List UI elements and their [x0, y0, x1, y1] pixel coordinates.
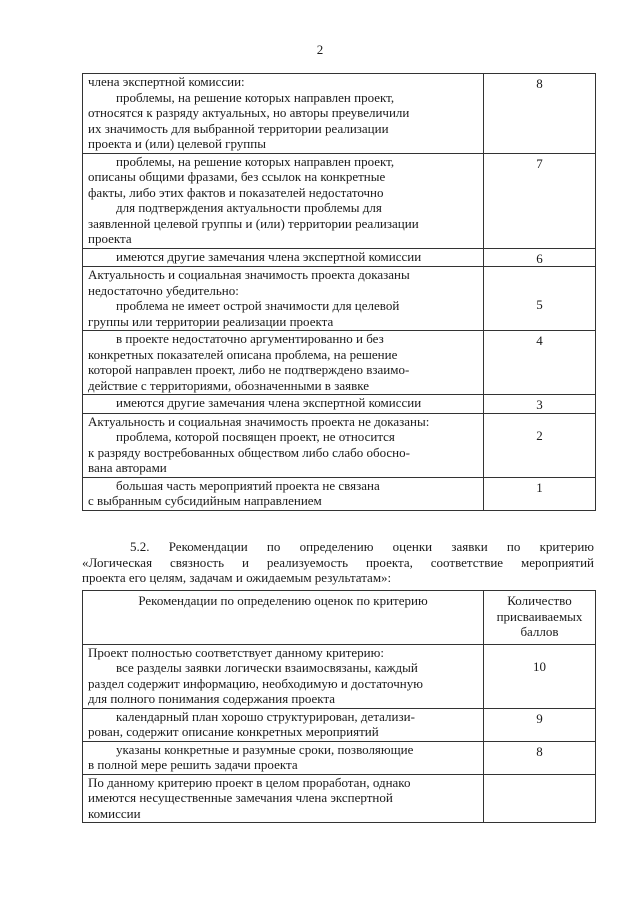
- criteria-line: в проекте недостаточно аргументированно и без: [116, 331, 384, 346]
- criteria-cell: [83, 248, 484, 267]
- table-row: [83, 708, 596, 741]
- score-value: 2: [536, 427, 543, 443]
- score-cell: [484, 741, 596, 774]
- header-score-label: баллов: [520, 624, 559, 639]
- table-row: [83, 331, 596, 395]
- table-row: [83, 267, 596, 331]
- header-criteria-cell: [83, 591, 484, 645]
- criteria-line: к разряду востребованных обществом либо слабо обосно-: [88, 444, 410, 460]
- criteria-table-1: [82, 73, 596, 511]
- criteria-line: Проект полностью соответствует данному критерию:: [88, 644, 384, 660]
- criteria-line: описаны общими фразами, без ссылок на конкретные: [88, 169, 386, 184]
- criteria-line: группы или территории реализации проекта: [88, 313, 334, 329]
- score-cell: [484, 708, 596, 741]
- score-value: 8: [536, 76, 543, 91]
- score-value: 4: [536, 333, 543, 348]
- criteria-line: большая часть мероприятий проекта не связана: [116, 477, 380, 493]
- criteria-line: календарный план хорошо структурирован, детализи-: [116, 708, 415, 724]
- criteria-line: конкретных показателей описана проблема, на решение: [88, 346, 398, 362]
- criteria-cell: [83, 774, 484, 823]
- table-row: [83, 774, 596, 823]
- table-row: [83, 395, 596, 414]
- criteria-line: проблемы, на решение которых направлен проект,: [116, 153, 395, 169]
- criteria-line: для подтверждения актуальности проблемы для: [116, 200, 382, 215]
- criteria-line: Актуальность и социальная значимость проекта доказаны: [88, 267, 410, 282]
- criteria-line: недостаточно убедительно:: [88, 282, 239, 298]
- table-header-row: [83, 591, 596, 645]
- table-row: [83, 413, 596, 477]
- score-value: 1: [536, 479, 543, 495]
- table-row: [83, 153, 596, 248]
- criteria-line: которой направлен проект, либо не подтверждено взаимо-: [88, 362, 410, 377]
- criteria-line: По данному критерию проект в целом проработан, однако: [88, 774, 411, 790]
- score-cell: [484, 248, 596, 267]
- score-cell: [484, 153, 596, 248]
- criteria-cell: [83, 477, 484, 510]
- score-cell: [484, 74, 596, 154]
- criteria-cell: [83, 708, 484, 741]
- criteria-line: для полного понимания содержания проекта: [88, 691, 336, 706]
- criteria-line: заявленной целевой группы и (или) территории реализации: [88, 215, 419, 231]
- paragraph-line: «Логическая связность и реализуемость проекта, соответствие мероприятий: [82, 554, 594, 570]
- criteria-cell: [83, 267, 484, 331]
- criteria-cell: [83, 741, 484, 774]
- criteria-line: проблема не имеет острой значимости для целевой: [116, 298, 400, 313]
- criteria-cell: [83, 413, 484, 477]
- score-cell: [484, 413, 596, 477]
- header-score-cell: [484, 591, 596, 645]
- score-value: 9: [536, 710, 543, 726]
- criteria-line: имеются другие замечания члена экспертной комиссии: [116, 395, 422, 410]
- criteria-line: комиссии: [88, 805, 141, 821]
- criteria-line: рован, содержит описание конкретных мероприятий: [88, 724, 379, 739]
- criteria-line: указаны конкретные и разумные сроки, позволяющие: [116, 741, 414, 757]
- score-value: 10: [533, 658, 546, 674]
- paragraph-line: проекта его целям, задачам и ожидаемым результатам»:: [82, 570, 392, 585]
- criteria-line: в полной мере решить задачи проекта: [88, 757, 298, 772]
- score-value: 5: [536, 297, 543, 312]
- score-cell: [484, 267, 596, 331]
- criteria-cell: [83, 153, 484, 248]
- criteria-line: действие с территориями, обозначенными в заявке: [88, 377, 369, 393]
- score-cell: [484, 477, 596, 510]
- table-row: [83, 477, 596, 510]
- header-score-label: Количество: [507, 593, 572, 608]
- criteria-table-2: [82, 590, 596, 823]
- score-cell: [484, 395, 596, 414]
- score-cell: [484, 331, 596, 395]
- criteria-line: все разделы заявки логически взаимосвязаны, каждый: [116, 660, 418, 675]
- section-5-2-paragraph: [82, 539, 594, 586]
- criteria-line: имеются другие замечания члена экспертной комиссии: [116, 248, 422, 264]
- criteria-cell: [83, 74, 484, 154]
- criteria-line: проекта и (или) целевой группы: [88, 136, 266, 151]
- criteria-line: проблема, которой посвящен проект, не относится: [116, 429, 395, 444]
- criteria-line: вана авторами: [88, 460, 167, 475]
- criteria-line: факты, либо этих фактов и показателей недостаточно: [88, 184, 384, 200]
- criteria-cell: [83, 395, 484, 414]
- criteria-line: раздел содержит информацию, необходимую и достаточную: [88, 675, 423, 691]
- score-value: 6: [536, 250, 543, 266]
- criteria-line: члена экспертной комиссии:: [88, 74, 245, 89]
- table-row: [83, 74, 596, 154]
- criteria-cell: [83, 331, 484, 395]
- table-row: [83, 741, 596, 774]
- criteria-cell: [83, 644, 484, 708]
- table-row: [83, 248, 596, 267]
- criteria-line: относятся к разряду актуальных, но авторы преувеличили: [88, 105, 410, 120]
- page-number: 2: [316, 42, 324, 57]
- criteria-line: их значимость для выбранной территории реализации: [88, 120, 389, 136]
- table-row: [83, 644, 596, 708]
- score-value: 7: [536, 155, 543, 171]
- score-value: 3: [536, 397, 543, 412]
- header-score-label: присваиваемых: [496, 608, 583, 624]
- criteria-line: проблемы, на решение которых направлен проект,: [116, 89, 395, 105]
- criteria-line: Актуальность и социальная значимость проекта не доказаны:: [88, 413, 430, 429]
- header-criteria-label: Рекомендации по определению оценок по критерию: [138, 593, 428, 608]
- criteria-line: с выбранным субсидийным направлением: [88, 493, 322, 508]
- score-value: 8: [536, 743, 543, 759]
- paragraph-line: 5.2. Рекомендации по определению оценки заявки по критерию: [130, 539, 594, 554]
- criteria-line: проекта: [88, 231, 132, 246]
- criteria-line: имеются несущественные замечания члена экспертной: [88, 790, 393, 805]
- score-cell: [484, 774, 596, 823]
- score-cell: [484, 644, 596, 708]
